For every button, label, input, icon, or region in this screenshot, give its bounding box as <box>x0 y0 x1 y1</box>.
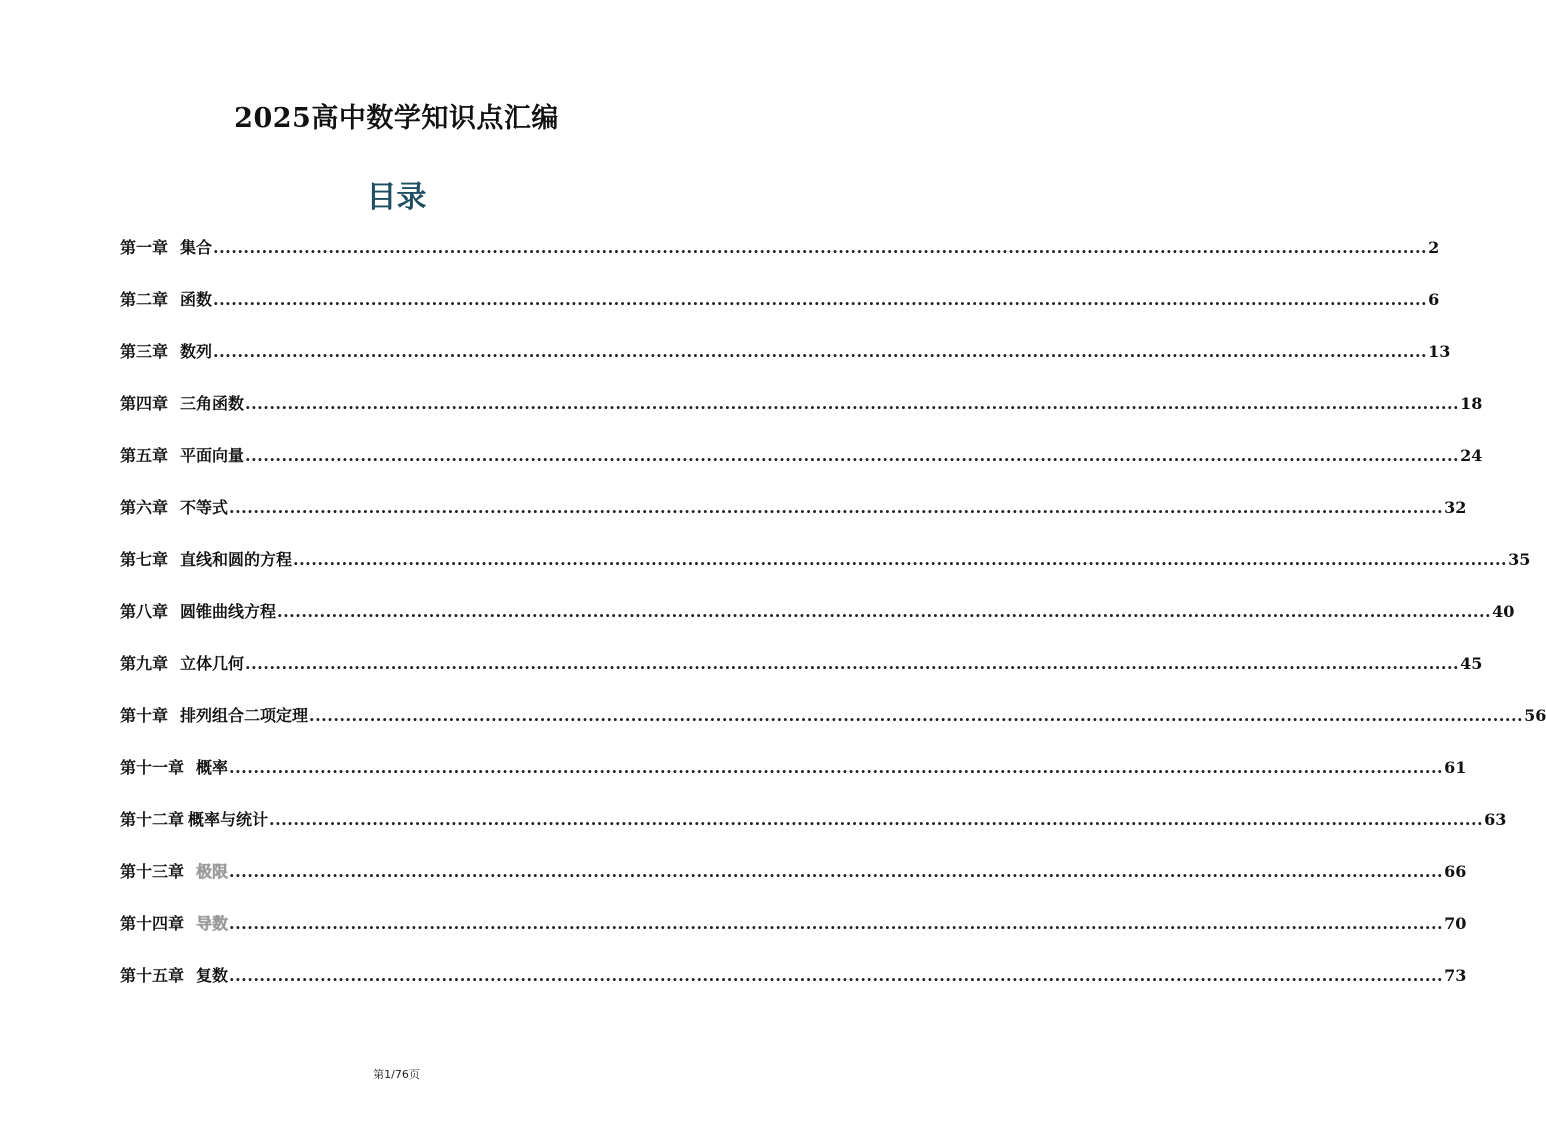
toc-entry[interactable] <box>120 336 1451 388</box>
toc-page-number: 40 <box>1492 602 1515 621</box>
dot-leader: ........................................................................................................................................................................................................ <box>229 966 1444 985</box>
document-title: 2025高中数学知识点汇编 <box>234 103 559 134</box>
toc-chapter-number: 第十三章 <box>120 862 185 881</box>
toc-chapter-name: 数列 <box>180 342 213 361</box>
toc-chapter-name: 函数 <box>180 290 213 309</box>
toc-page-number: 63 <box>1484 810 1507 829</box>
dot-leader: ........................................................................................................................................................................................................ <box>245 394 1460 413</box>
toc-chapter-number: 第六章 <box>120 498 169 517</box>
toc-entry[interactable] <box>120 492 1467 544</box>
toc-entry[interactable] <box>120 440 1483 492</box>
toc-chapter-name: 直线和圆的方程 <box>180 550 293 569</box>
dot-leader: ........................................................................................................................................................................................................ <box>245 446 1460 465</box>
dot-leader: ........................................................................................................................................................................................................ <box>229 914 1444 933</box>
toc-page-number: 2 <box>1428 238 1440 257</box>
dot-leader: ........................................................................................................................................................................................................ <box>309 706 1524 725</box>
toc-chapter-name: 导数 <box>196 914 229 933</box>
toc-entry[interactable] <box>120 544 1531 596</box>
toc-chapter-number: 第十章 <box>120 706 169 725</box>
toc-entry[interactable] <box>120 648 1483 700</box>
toc-chapter-number: 第二章 <box>120 290 169 309</box>
toc-entry[interactable] <box>120 232 1440 284</box>
dot-leader: ........................................................................................................................................................................................................ <box>269 810 1484 829</box>
toc-chapter-name: 不等式 <box>180 498 229 517</box>
toc-entry[interactable] <box>120 804 1507 856</box>
toc-entry[interactable] <box>120 752 1467 804</box>
toc-chapter-number: 第五章 <box>120 446 169 465</box>
toc-entry[interactable] <box>120 700 1546 752</box>
page-indicator: 第1/76页 <box>373 1068 420 1081</box>
toc-chapter-number: 第一章 <box>120 238 169 257</box>
toc-chapter-number: 第四章 <box>120 394 169 413</box>
toc-chapter-name: 排列组合二项定理 <box>180 706 309 725</box>
toc-chapter-number: 第九章 <box>120 654 169 673</box>
toc-page-number: 32 <box>1444 498 1467 517</box>
dot-leader: ........................................................................................................................................................................................................ <box>245 654 1460 673</box>
toc-chapter-name: 复数 <box>196 966 229 985</box>
toc-entry[interactable] <box>120 388 1483 440</box>
toc-entry[interactable] <box>120 284 1440 336</box>
toc-page-number: 24 <box>1460 446 1483 465</box>
toc-page-number: 18 <box>1460 394 1483 413</box>
toc-chapter-number: 第十五章 <box>120 966 185 985</box>
toc-chapter-number: 第十四章 <box>120 914 185 933</box>
toc-chapter-name: 立体几何 <box>180 654 245 673</box>
toc-page-number: 45 <box>1460 654 1483 673</box>
toc-page-number: 35 <box>1508 550 1531 569</box>
table-of-contents <box>120 232 1546 1012</box>
dot-leader: ........................................................................................................................................................................................................ <box>229 498 1444 517</box>
toc-entry[interactable] <box>120 856 1467 908</box>
toc-page-number: 56 <box>1524 706 1546 725</box>
dot-leader: ........................................................................................................................................................................................................ <box>229 758 1444 777</box>
dot-leader: ........................................................................................................................................................................................................ <box>229 862 1444 881</box>
dot-leader: ........................................................................................................................................................................................................ <box>213 238 1428 257</box>
toc-chapter-name: 极限 <box>196 862 229 881</box>
toc-page-number: 6 <box>1428 290 1440 309</box>
toc-chapter-name: 概率 <box>196 758 229 777</box>
dot-leader: ........................................................................................................................................................................................................ <box>213 342 1428 361</box>
toc-page-number: 66 <box>1444 862 1467 881</box>
toc-heading: 目录 <box>366 180 427 215</box>
toc-chapter-name: 平面向量 <box>180 446 245 465</box>
toc-chapter-number: 第三章 <box>120 342 169 361</box>
dot-leader: ........................................................................................................................................................................................................ <box>213 290 1428 309</box>
toc-entry[interactable] <box>120 960 1467 1012</box>
toc-chapter-number: 第十二章 <box>120 810 185 829</box>
toc-page-number: 73 <box>1444 966 1467 985</box>
toc-chapter-number: 第七章 <box>120 550 169 569</box>
toc-chapter-name: 圆锥曲线方程 <box>180 602 277 621</box>
toc-chapter-name: 集合 <box>180 238 213 257</box>
toc-page-number: 61 <box>1444 758 1467 777</box>
toc-chapter-number: 第十一章 <box>120 758 185 777</box>
toc-page-number: 13 <box>1428 342 1451 361</box>
toc-chapter-number: 第八章 <box>120 602 169 621</box>
dot-leader: ........................................................................................................................................................................................................ <box>277 602 1492 621</box>
toc-entry[interactable] <box>120 596 1515 648</box>
dot-leader: ........................................................................................................................................................................................................ <box>293 550 1508 569</box>
toc-chapter-name: 概率与统计 <box>188 810 269 829</box>
toc-chapter-name: 三角函数 <box>180 394 245 413</box>
toc-page-number: 70 <box>1444 914 1467 933</box>
toc-entry[interactable] <box>120 908 1467 960</box>
